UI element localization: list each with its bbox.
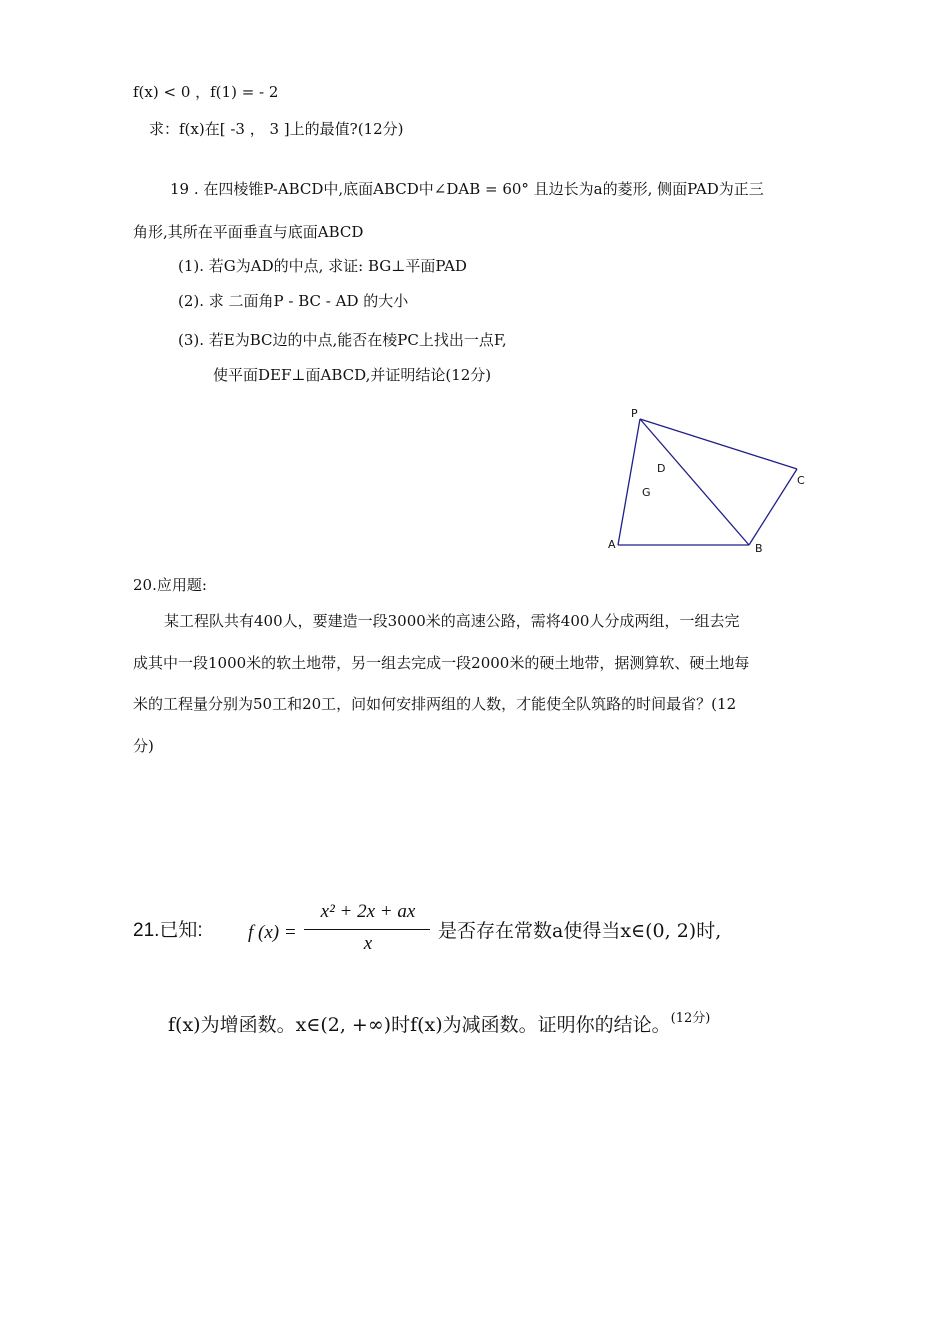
q21-label: 21.已知: <box>133 920 203 941</box>
q21-fraction-bar <box>304 929 430 930</box>
q21-line2 <box>168 1012 710 1041</box>
q18-question-line: 求：f(x)在[ -3 ， 3 ]上的最值?(12分) <box>149 120 404 138</box>
q21-fx: f (x) = <box>248 922 297 943</box>
q21-fraction <box>298 901 438 963</box>
q20-line3: 米的工程量分别为50工和20工，问如何安排两组的人数，才能使全队筑路的时间最省？(12 <box>133 695 737 713</box>
pyramid-figure <box>600 400 820 560</box>
q19-part3-line1: (3). 若E为BC边的中点,能否在棱PC上找出一点F, <box>178 331 507 349</box>
edge-pa <box>618 419 640 545</box>
q20-line2: 成其中一段1000米的软土地带，另一组去完成一段2000米的硬土地带，据测算软、硬土地每 <box>133 654 750 672</box>
q19-part3-line2: 使平面DEF⊥面ABCD,并证明结论(12分) <box>213 366 492 384</box>
q19-part2: (2). 求 二面角P - BC - AD 的大小 <box>178 292 409 310</box>
edge-bc <box>749 469 797 545</box>
q19-intro-line2: 角形,其所在平面垂直与底面ABCD <box>133 223 364 241</box>
q20-title: 20.应用题: <box>133 576 207 594</box>
q21-rest: 是否存在常数a使得当x∈(0, 2)时, <box>438 920 722 942</box>
q20-line1: 某工程队共有400人，要建造一段3000米的高速公路，需将400人分成两组，一组去完 <box>164 612 740 630</box>
q19-intro-line1: 19 . 在四棱锥P-ABCD中,底面ABCD中∠DAB = 60° 且边长为a的菱形, 侧面PAD为正三 <box>170 180 764 198</box>
q21-score: (12分) <box>670 1011 711 1026</box>
label-p: P <box>631 407 638 420</box>
q21-line2-text: f(x)为增函数。x∈(2, +∞)时f(x)为减函数。证明你的结论。 <box>168 1014 671 1036</box>
q18-condition-line: f(x) < 0 ，f(1) = - 2 <box>133 83 279 101</box>
label-c: C <box>797 474 805 487</box>
label-b: B <box>755 542 763 555</box>
edge-pb <box>640 419 749 545</box>
q21-numerator: x² + 2x + ax <box>320 901 416 922</box>
label-a: A <box>608 538 616 551</box>
figure-edges <box>618 419 797 545</box>
q19-part1: (1). 若G为AD的中点, 求证: BG⊥平面PAD <box>178 257 467 275</box>
q21-denominator: x <box>363 933 373 954</box>
label-g: G <box>642 486 651 499</box>
q20-line4: 分) <box>133 737 154 755</box>
label-d: D <box>657 462 666 475</box>
